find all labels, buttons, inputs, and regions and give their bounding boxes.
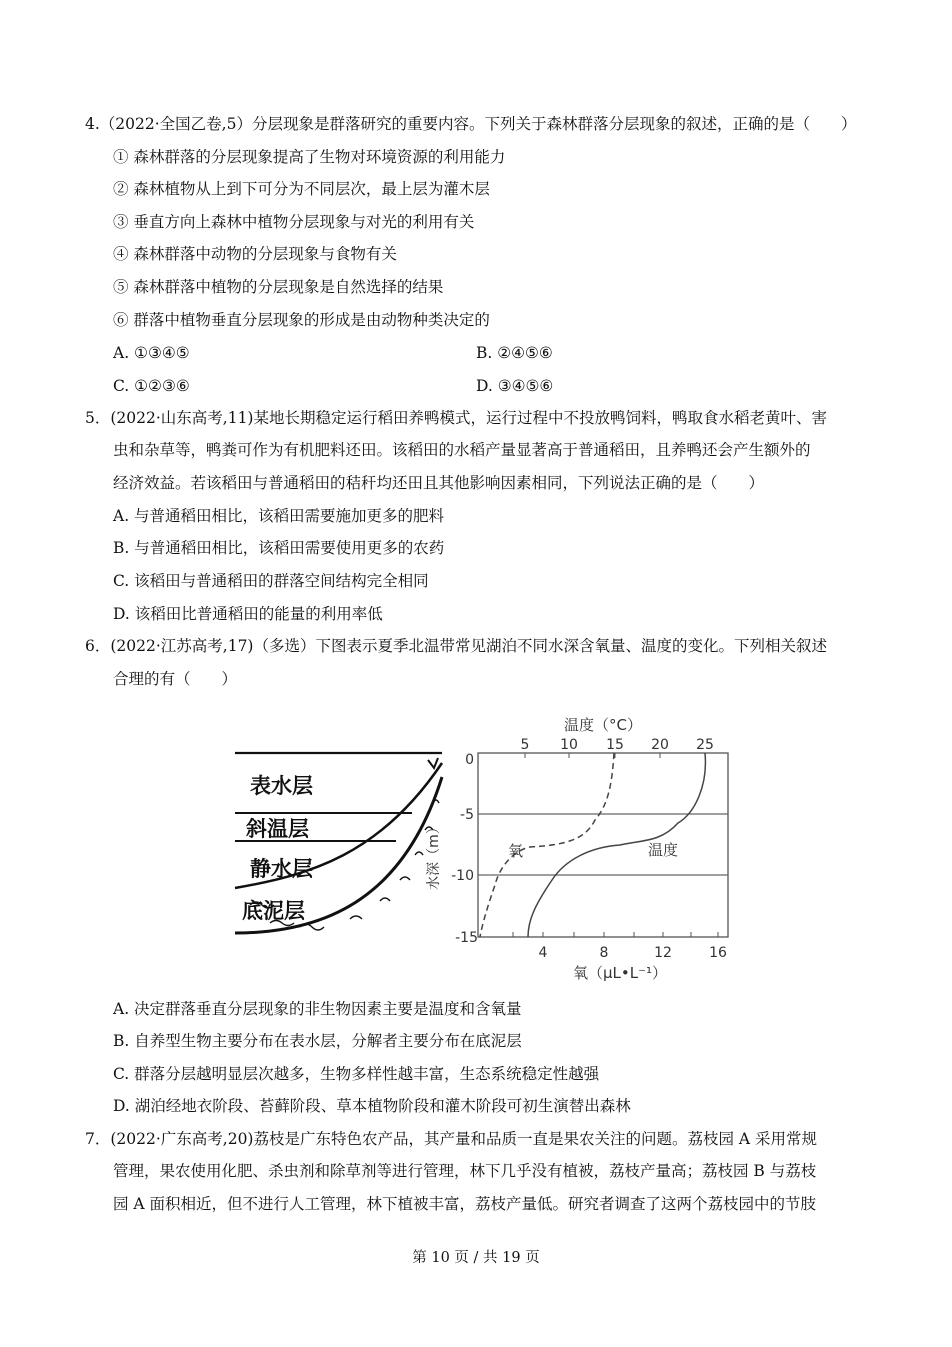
q6-option-c: C. 群落分层越明显层次越多，生物多样性越丰富，生态系统稳定性越强 — [113, 1065, 600, 1083]
layer-label-thermocline: 斜温层 — [246, 817, 309, 841]
top-axis-title: 温度（°C） — [564, 716, 642, 734]
layer-label-sediment: 底泥层 — [242, 899, 305, 923]
bottom-tick-label: 4 — [538, 945, 548, 961]
q5-option-c: C. 该稻田与普通稻田的群落空间结构完全相同 — [113, 572, 429, 590]
bottom-tick-label: 12 — [654, 945, 672, 961]
q5-stem-line: 虫和杂草等，鸭粪可作为有机肥料还田。该稻田的水稻产量显著高于普通稻田，且养鸭还会产生额外的 — [113, 441, 811, 459]
chart — [425, 716, 728, 982]
q4-option-d: D. ③④⑤⑥ — [476, 377, 554, 395]
bottom-axis-title: 氧（μL•L⁻¹） — [572, 964, 668, 982]
q6-option-b: B. 自养型生物主要分布在表水层，分解者主要分布在底泥层 — [113, 1032, 522, 1050]
q4-option-b: B. ②④⑤⑥ — [476, 344, 553, 362]
q6-option-a: A. 决定群落垂直分层现象的非生物因素主要是温度和含氧量 — [113, 1000, 522, 1018]
q4-option-c: C. ①②③⑥ — [113, 377, 190, 395]
q4-item: ⑥ 群落中植物垂直分层现象的形成是由动物种类决定的 — [113, 311, 490, 329]
bottom-tick-label: 16 — [709, 945, 727, 961]
y-tick-label: -10 — [451, 868, 474, 884]
y-axis-title: 水深（m） — [426, 820, 442, 890]
q6-stem-line: 6．(2022·江苏高考,17)（多选）下图表示夏季北温带常见湖泊不同水深含氧量、温度的变化。下列相关叙述 — [85, 637, 827, 655]
q4-stem: 4.（2022·全国乙卷,5）分层现象是群落研究的重要内容。下列关于森林群落分层现象的叙述，正确的是（ ） — [85, 115, 857, 133]
oxygen-curve — [480, 753, 614, 937]
top-tick-label: 5 — [520, 737, 530, 753]
q5-option-b: B. 与普通稻田相比，该稻田需要使用更多的农药 — [113, 539, 445, 557]
temperature-curve-label: 温度 — [648, 841, 679, 859]
q5-stem-line: 5．(2022·山东高考,11)某地长期稳定运行稻田养鸭模式，运行过程中不投放鸭饲料，鸭取食水稻老黄叶、害 — [85, 409, 827, 427]
top-tick-label: 20 — [651, 737, 669, 753]
q7-stem-line: 园 A 面积相近，但不进行人工管理，林下植被丰富，荔枝产量低。研究者调查了这两个荔枝园中的节肢 — [113, 1195, 817, 1213]
q4-item: ② 森林植物从上到下可分为不同层次，最上层为灌木层 — [113, 180, 490, 198]
y-tick-label: -5 — [460, 807, 474, 823]
q4-option-a: A. ①③④⑤ — [113, 344, 190, 362]
top-tick-label: 25 — [696, 737, 714, 753]
q5-option-d: D. 该稻田比普通稻田的能量的利用率低 — [113, 605, 383, 623]
q4-item: ④ 森林群落中动物的分层现象与食物有关 — [113, 245, 397, 263]
q5-option-a: A. 与普通稻田相比，该稻田需要施加更多的肥料 — [113, 507, 445, 525]
layer-label-surface: 表水层 — [250, 774, 313, 798]
bottom-tick-label: 8 — [599, 945, 609, 961]
y-tick-label: 0 — [465, 752, 474, 768]
q4-item: ⑤ 森林群落中植物的分层现象是自然选择的结果 — [113, 278, 444, 296]
q4-item: ③ 垂直方向上森林中植物分层现象与对光的利用有关 — [113, 213, 475, 231]
oxygen-curve-label: 氧 — [508, 842, 524, 860]
q4-item: ① 森林群落的分层现象提高了生物对环境资源的利用能力 — [113, 148, 506, 166]
layer-label-hypolimnion: 静水层 — [250, 857, 313, 881]
q6-stem-line: 合理的有（ ） — [113, 670, 238, 688]
q6-option-d: D. 湖泊经地衣阶段、苔藓阶段、草本植物阶段和灌木阶段可初生演替出森林 — [113, 1097, 631, 1115]
q5-stem-line: 经济效益。若该稻田与普通稻田的秸秆均还田且其他影响因素相同，下列说法正确的是（ ） — [113, 474, 765, 492]
q7-stem-line: 7．(2022·广东高考,20)荔枝是广东特色农产品，其产量和品质一直是果农关注的问题。荔枝园 A 采用常规 — [85, 1130, 818, 1148]
top-tick-label: 15 — [606, 737, 624, 753]
top-tick-label: 10 — [560, 737, 578, 753]
q7-stem-line: 管理，果农使用化肥、杀虫剂和除草剂等进行管理，林下几乎没有植被，荔枝产量高；荔枝园 B 与荔枝 — [113, 1162, 817, 1180]
page-footer: 第 10 页 / 共 19 页 — [412, 1250, 540, 1266]
y-tick-label: -15 — [455, 930, 478, 946]
lake-oxygen-temperature-figure — [230, 705, 740, 985]
